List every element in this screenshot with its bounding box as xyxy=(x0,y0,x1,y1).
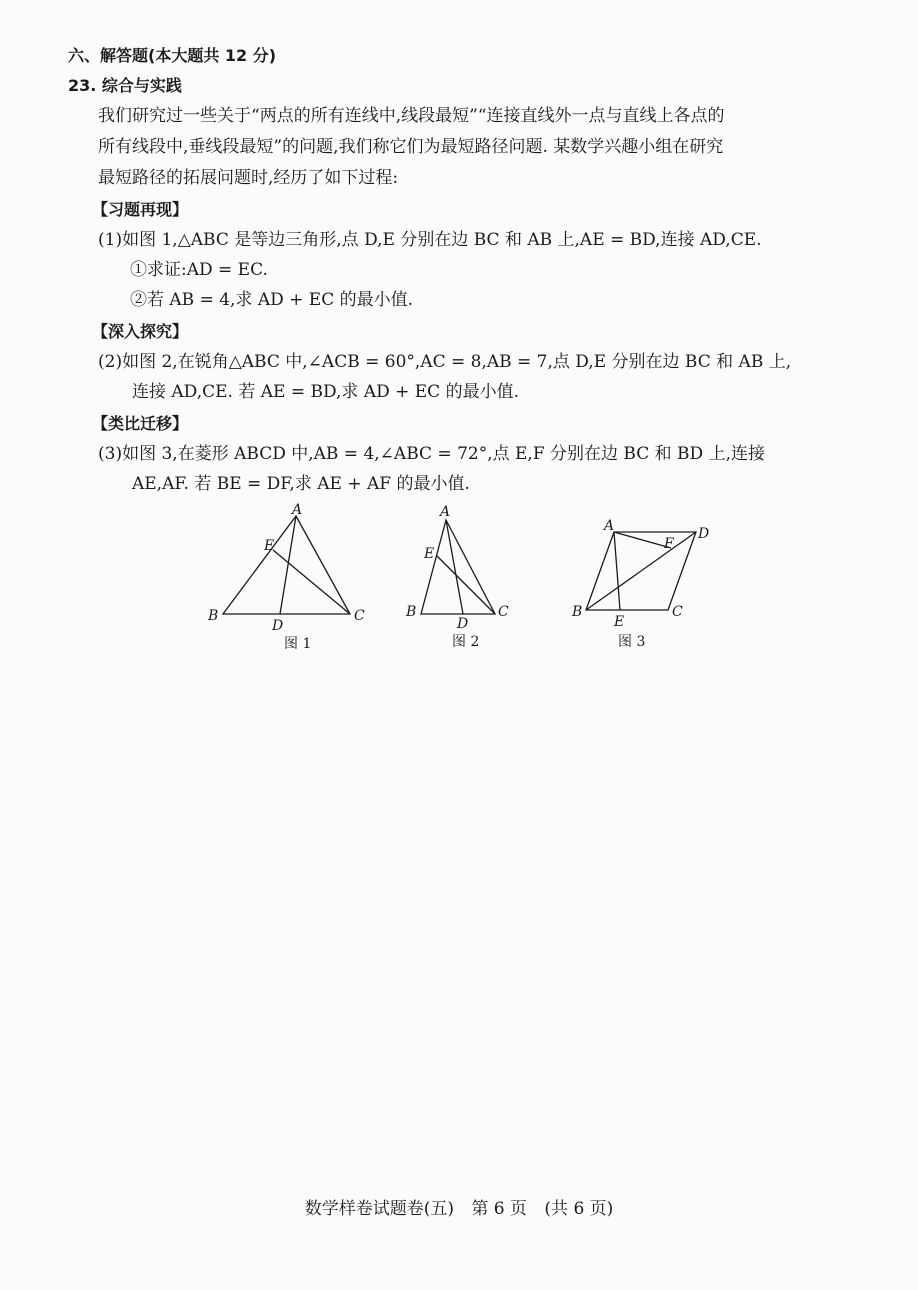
part1-line-1: (1)如图 1,△ABC 是等边三角形,点 D,E 分别在边 BC 和 AB 上,AE = BD,连接 AD,CE. xyxy=(98,230,762,250)
label-d: D xyxy=(272,618,284,634)
label-c: C xyxy=(672,604,683,620)
part2-heading: 【深入探究】 xyxy=(92,322,189,341)
part2-line-2: 连接 AD,CE. 若 AE = BD,求 AD + EC 的最小值. xyxy=(132,382,519,402)
segment-ad xyxy=(280,516,296,614)
intro-line-3: 最短路径的拓展问题时,经历了如下过程: xyxy=(98,168,399,188)
label-d: D xyxy=(457,616,469,632)
footer-title: 数学样卷试题卷(五) xyxy=(304,1199,454,1219)
intro-line-2: 所有线段中,垂线段最短”的问题,我们称它们为最短路径问题. 某数学兴趣小组在研究 xyxy=(98,137,724,157)
segment-af xyxy=(614,532,671,548)
label-d: D xyxy=(698,526,710,542)
label-f: F xyxy=(664,536,674,552)
segment-ae xyxy=(614,532,620,610)
label-a: A xyxy=(440,504,451,520)
figure-1-caption: 图 1 xyxy=(284,636,312,652)
intro-line-1: 我们研究过一些关于“两点的所有连线中,线段最短”“连接直线外一点与直线上各点的 xyxy=(98,106,725,126)
label-e: E xyxy=(614,614,625,630)
footer-page: 第 6 页 xyxy=(471,1199,527,1219)
triangle-abc xyxy=(421,520,495,614)
label-c: C xyxy=(498,604,509,620)
label-e: E xyxy=(424,546,435,562)
part3-heading: 【类比迁移】 xyxy=(92,414,189,433)
figure-3 xyxy=(572,500,726,660)
figure-2 xyxy=(406,500,526,660)
label-e: E xyxy=(264,538,275,554)
figure-1-diagram xyxy=(208,500,365,660)
part1-heading: 【习题再现】 xyxy=(92,200,189,219)
figure-3-diagram xyxy=(572,500,726,660)
part2-line-1: (2)如图 2,在锐角△ABC 中,∠ACB = 60°,AC = 8,AB = 7,点 D,E 分别在边 BC 和 AB 上, xyxy=(98,352,792,372)
figure-3-caption: 图 3 xyxy=(618,634,646,650)
segment-ce xyxy=(437,556,495,614)
triangle-abc xyxy=(223,516,350,614)
label-b: B xyxy=(406,604,417,620)
figures-row xyxy=(190,500,750,660)
part3-line-2: AE,AF. 若 BE = DF,求 AE + AF 的最小值. xyxy=(132,474,470,494)
section-heading: 六、解答题(本大题共 12 分) xyxy=(68,46,277,65)
label-b: B xyxy=(208,608,219,624)
page-footer xyxy=(0,1194,918,1219)
question-title: 23. 综合与实践 xyxy=(68,76,182,95)
figure-2-diagram xyxy=(406,500,526,660)
figure-2-caption: 图 2 xyxy=(452,634,480,650)
diagonal-bd xyxy=(586,532,696,610)
segment-ce xyxy=(273,550,350,614)
part1-sub-1: ①求证:AD = EC. xyxy=(130,260,268,280)
footer-total: (共 6 页) xyxy=(544,1199,614,1219)
label-c: C xyxy=(354,608,365,624)
label-a: A xyxy=(292,502,303,518)
figure-1 xyxy=(208,500,365,660)
part3-line-1: (3)如图 3,在菱形 ABCD 中,AB = 4,∠ABC = 72°,点 E,F 分别在边 BC 和 BD 上,连接 xyxy=(98,444,765,464)
label-a: A xyxy=(604,518,615,534)
part1-sub-2: ②若 AB = 4,求 AD + EC 的最小值. xyxy=(130,290,414,310)
label-b: B xyxy=(572,604,583,620)
